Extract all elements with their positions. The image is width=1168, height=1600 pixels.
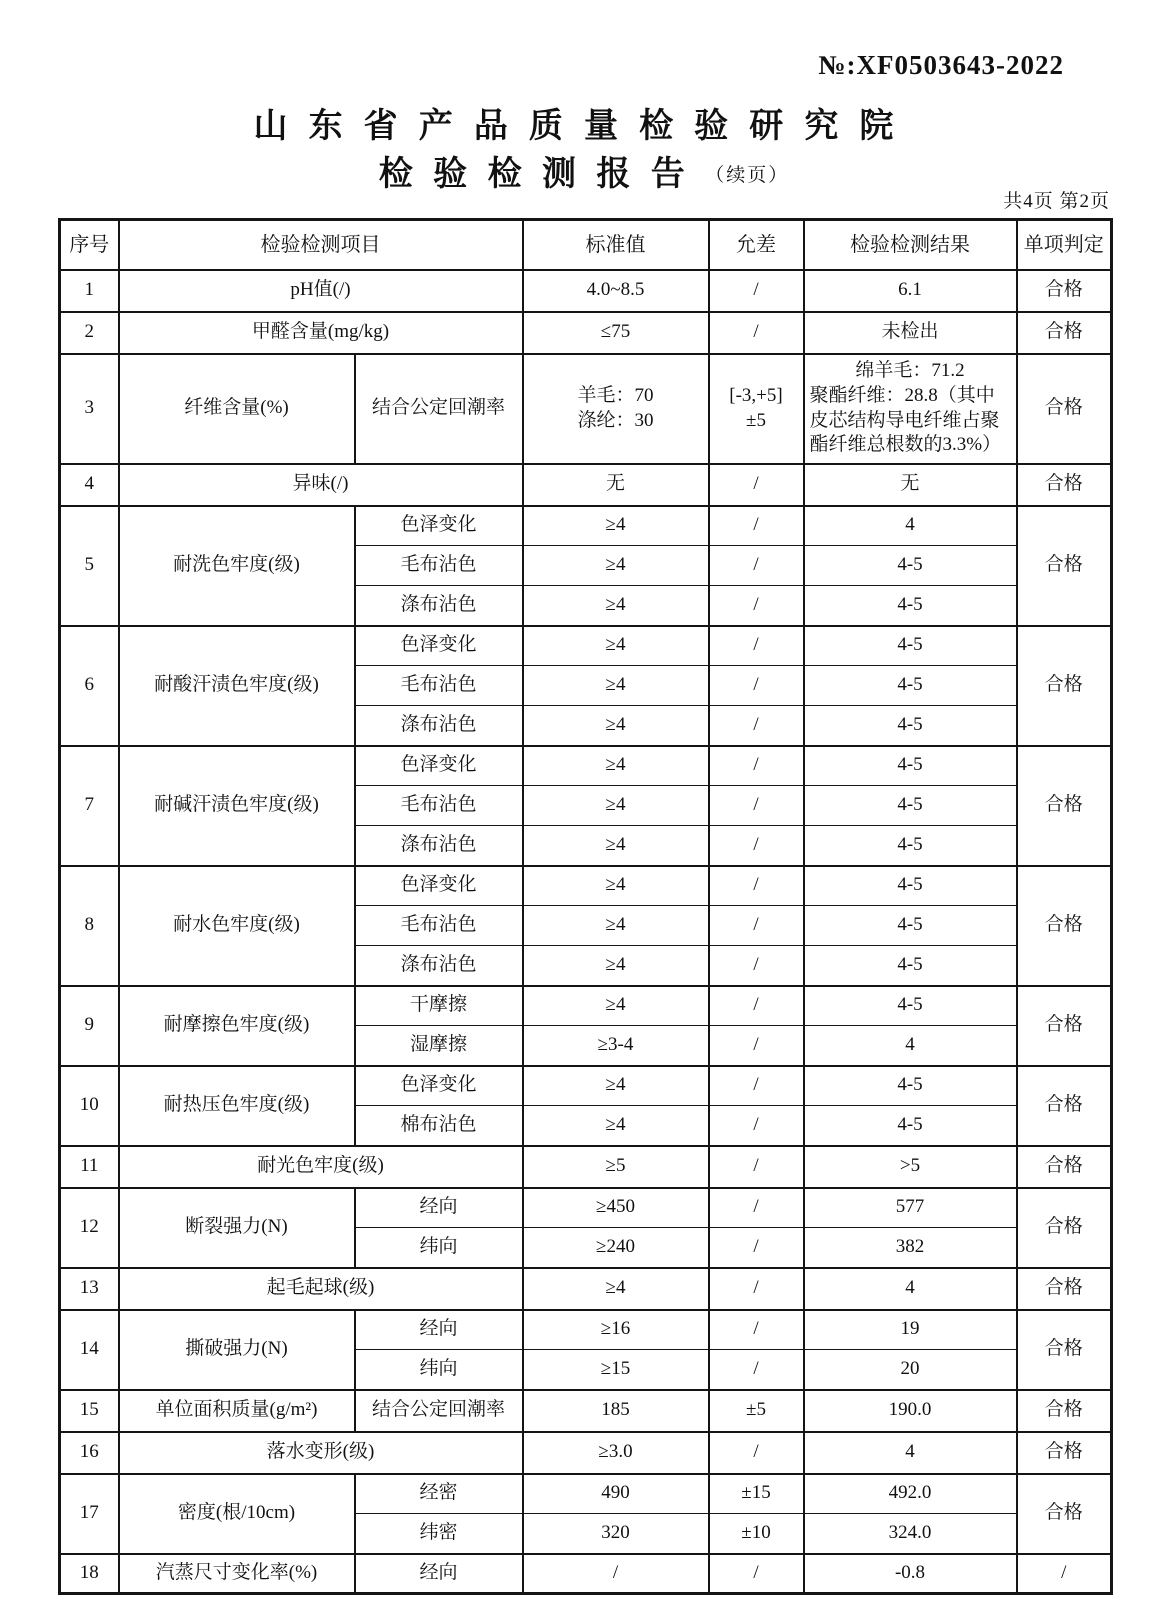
sub-item-cell: 结合公定回潮率 (355, 354, 523, 464)
standard-cell: ≥3-4 (523, 1026, 709, 1066)
result-cell (804, 354, 1017, 464)
standard-cell: ≥16 (523, 1310, 709, 1350)
sub-item-cell: 经向 (355, 1554, 523, 1594)
result-line: 聚酯纤维：28.8（其中皮芯结构导电纤维占聚酯纤维总根数的3.3%） (809, 384, 1002, 456)
row-2 (60, 312, 1112, 354)
result-cell: 4-5 (804, 826, 1017, 866)
sub-item-cell: 经密 (355, 1474, 523, 1514)
seq-cell: 3 (60, 354, 119, 464)
tolerance-cell: / (709, 986, 804, 1026)
sub-item-cell: 毛布沾色 (355, 906, 523, 946)
result-cell: -0.8 (804, 1554, 1017, 1594)
judgment-cell: 合格 (1017, 506, 1112, 626)
standard-cell: 无 (523, 464, 709, 506)
judgment-cell: 合格 (1017, 270, 1112, 312)
report-title: 检验检测报告 (378, 156, 706, 193)
row-5 (60, 506, 1112, 546)
tolerance-cell: ±5 (709, 1390, 804, 1432)
seq-cell: 18 (60, 1554, 119, 1594)
result-cell: 4 (804, 1268, 1017, 1310)
tolerance-cell: / (709, 706, 804, 746)
standard-cell: ≥4 (523, 506, 709, 546)
tolerance-cell: ±10 (709, 1514, 804, 1554)
result-cell: 4 (804, 1432, 1017, 1474)
standard-cell: ≥3.0 (523, 1432, 709, 1474)
result-cell: 4-5 (804, 706, 1017, 746)
tolerance-cell: / (709, 1432, 804, 1474)
row-6 (60, 626, 1112, 666)
judgment-cell: 合格 (1017, 1390, 1112, 1432)
result-cell: 未检出 (804, 312, 1017, 354)
item-cell: 汽蒸尺寸变化率(%) (119, 1554, 355, 1594)
item-cell: 耐光色牢度(级) (119, 1146, 523, 1188)
row-4 (60, 464, 1112, 506)
tolerance-cell: / (709, 1146, 804, 1188)
row-16 (60, 1432, 1112, 1474)
header-row (60, 220, 1112, 270)
col-header-standard: 标准值 (523, 220, 709, 270)
seq-cell: 10 (60, 1066, 119, 1146)
sub-item-cell: 纬向 (355, 1350, 523, 1390)
judgment-cell: 合格 (1017, 1188, 1112, 1268)
sub-item-cell: 干摩擦 (355, 986, 523, 1026)
row-8 (60, 866, 1112, 906)
result-cell: 492.0 (804, 1474, 1017, 1514)
judgment-cell: 合格 (1017, 1066, 1112, 1146)
col-header-result: 检验检测结果 (804, 220, 1017, 270)
sub-item-cell: 色泽变化 (355, 866, 523, 906)
item-cell: 纤维含量(%) (119, 354, 355, 464)
tolerance-cell: / (709, 1228, 804, 1268)
item-cell: 耐水色牢度(级) (119, 866, 355, 986)
standard-cell (523, 354, 709, 464)
tolerance-cell: / (709, 506, 804, 546)
standard-cell: 490 (523, 1474, 709, 1514)
result-cell: 4-5 (804, 746, 1017, 786)
seq-cell: 2 (60, 312, 119, 354)
standard-cell: ≥4 (523, 946, 709, 986)
standard-cell: ≥4 (523, 906, 709, 946)
result-cell: 20 (804, 1350, 1017, 1390)
seq-cell: 1 (60, 270, 119, 312)
judgment-cell: 合格 (1017, 1268, 1112, 1310)
judgment-cell: 合格 (1017, 746, 1112, 866)
tolerance-cell: / (709, 1268, 804, 1310)
standard-cell: ≥240 (523, 1228, 709, 1268)
judgment-cell: 合格 (1017, 1146, 1112, 1188)
standard-line: 羊毛：70 (577, 384, 654, 406)
row-18 (60, 1554, 1112, 1594)
seq-cell: 15 (60, 1390, 119, 1432)
row-3 (60, 354, 1112, 464)
col-header-seq: 序号 (60, 220, 119, 270)
standard-cell: ≥5 (523, 1146, 709, 1188)
tolerance-cell: / (709, 786, 804, 826)
row-1 (60, 270, 1112, 312)
seq-cell: 16 (60, 1432, 119, 1474)
item-cell: 撕破强力(N) (119, 1310, 355, 1390)
tolerance-cell: / (709, 626, 804, 666)
judgment-cell: 合格 (1017, 354, 1112, 464)
tolerance-line: [-3,+5] (729, 384, 783, 406)
sub-item-cell: 色泽变化 (355, 506, 523, 546)
row-14 (60, 1310, 1112, 1350)
sub-item-cell: 棉布沾色 (355, 1106, 523, 1146)
tolerance-cell: / (709, 866, 804, 906)
standard-cell: ≥4 (523, 706, 709, 746)
result-cell: 4-5 (804, 866, 1017, 906)
result-cell: 4-5 (804, 1106, 1017, 1146)
tolerance-cell: / (709, 1066, 804, 1106)
result-line: 绵羊毛：71.2 (855, 360, 965, 382)
standard-cell: ≥4 (523, 866, 709, 906)
tolerance-cell: / (709, 1310, 804, 1350)
tolerance-cell: / (709, 946, 804, 986)
sub-item-cell: 涤布沾色 (355, 826, 523, 866)
standard-cell: 320 (523, 1514, 709, 1554)
seq-cell: 5 (60, 506, 119, 626)
tolerance-cell: / (709, 1106, 804, 1146)
item-cell: 断裂强力(N) (119, 1188, 355, 1268)
sub-item-cell: 经向 (355, 1310, 523, 1350)
item-cell: 起毛起球(级) (119, 1268, 523, 1310)
row-17 (60, 1474, 1112, 1514)
result-cell: 无 (804, 464, 1017, 506)
result-cell: 4-5 (804, 786, 1017, 826)
sub-item-cell: 涤布沾色 (355, 946, 523, 986)
standard-cell: ≤75 (523, 312, 709, 354)
row-12 (60, 1188, 1112, 1228)
judgment-cell: 合格 (1017, 312, 1112, 354)
row-7 (60, 746, 1112, 786)
item-cell: 密度(根/10cm) (119, 1474, 355, 1554)
tolerance-cell: / (709, 826, 804, 866)
result-cell: 6.1 (804, 270, 1017, 312)
standard-cell: 185 (523, 1390, 709, 1432)
judgment-cell: 合格 (1017, 1432, 1112, 1474)
result-cell: 4 (804, 506, 1017, 546)
sub-item-cell: 涤布沾色 (355, 586, 523, 626)
judgment-cell: 合格 (1017, 626, 1112, 746)
seq-cell: 6 (60, 626, 119, 746)
col-header-tolerance: 允差 (709, 220, 804, 270)
result-cell: 4-5 (804, 666, 1017, 706)
col-header-judgment: 单项判定 (1017, 220, 1112, 270)
result-cell: 577 (804, 1188, 1017, 1228)
item-cell: 耐酸汗渍色牢度(级) (119, 626, 355, 746)
result-cell: 382 (804, 1228, 1017, 1268)
tolerance-cell: / (709, 546, 804, 586)
sub-item-cell: 毛布沾色 (355, 786, 523, 826)
standard-cell: ≥4 (523, 786, 709, 826)
seq-cell: 17 (60, 1474, 119, 1554)
judgment-cell: 合格 (1017, 1474, 1112, 1554)
org-title: 山东省产品质量检验研究院 (253, 108, 915, 145)
report-number: №:XF0503643-2022 (818, 50, 1064, 80)
tolerance-cell: / (709, 464, 804, 506)
standard-cell: ≥4 (523, 746, 709, 786)
tolerance-cell: / (709, 666, 804, 706)
sub-item-cell: 毛布沾色 (355, 546, 523, 586)
standard-cell: ≥4 (523, 1106, 709, 1146)
row-13 (60, 1268, 1112, 1310)
row-9 (60, 986, 1112, 1026)
result-cell: 190.0 (804, 1390, 1017, 1432)
report-title-note: （续页） (705, 165, 790, 186)
judgment-cell: 合格 (1017, 464, 1112, 506)
standard-cell: 4.0~8.5 (523, 270, 709, 312)
standard-cell: ≥15 (523, 1350, 709, 1390)
sub-item-cell: 涤布沾色 (355, 706, 523, 746)
standard-cell: / (523, 1554, 709, 1594)
seq-cell: 14 (60, 1310, 119, 1390)
sub-item-cell: 纬密 (355, 1514, 523, 1554)
standard-cell: ≥4 (523, 546, 709, 586)
sub-item-cell: 湿摩擦 (355, 1026, 523, 1066)
tolerance-cell: / (709, 586, 804, 626)
tolerance-cell: / (709, 1350, 804, 1390)
tolerance-cell: / (709, 1188, 804, 1228)
result-cell: 4-5 (804, 946, 1017, 986)
sub-item-cell: 色泽变化 (355, 626, 523, 666)
sub-item-cell: 色泽变化 (355, 1066, 523, 1106)
page-indicator: 共4页 第2页 (1003, 191, 1110, 212)
tolerance-cell: / (709, 1026, 804, 1066)
standard-cell: ≥4 (523, 1066, 709, 1106)
result-cell: 4-5 (804, 986, 1017, 1026)
seq-cell: 4 (60, 464, 119, 506)
seq-cell: 9 (60, 986, 119, 1066)
judgment-cell: 合格 (1017, 1310, 1112, 1390)
standard-cell: ≥4 (523, 826, 709, 866)
result-cell: 4-5 (804, 546, 1017, 586)
item-cell: 耐洗色牢度(级) (119, 506, 355, 626)
standard-cell: ≥4 (523, 586, 709, 626)
result-cell: 4-5 (804, 1066, 1017, 1106)
item-cell: 异味(/) (119, 464, 523, 506)
item-cell: 耐摩擦色牢度(级) (119, 986, 355, 1066)
row-11 (60, 1146, 1112, 1188)
judgment-cell: / (1017, 1554, 1112, 1594)
standard-cell: ≥450 (523, 1188, 709, 1228)
row-15 (60, 1390, 1112, 1432)
seq-cell: 7 (60, 746, 119, 866)
item-cell: 耐碱汗渍色牢度(级) (119, 746, 355, 866)
result-cell: >5 (804, 1146, 1017, 1188)
tolerance-cell (709, 354, 804, 464)
sub-item-cell: 毛布沾色 (355, 666, 523, 706)
sub-item-cell: 经向 (355, 1188, 523, 1228)
tolerance-line: ±5 (746, 409, 766, 431)
report-table (58, 218, 1113, 1595)
result-cell: 4-5 (804, 626, 1017, 666)
tolerance-cell: / (709, 906, 804, 946)
result-cell: 324.0 (804, 1514, 1017, 1554)
tolerance-cell: / (709, 1554, 804, 1594)
seq-cell: 12 (60, 1188, 119, 1268)
standard-cell: ≥4 (523, 666, 709, 706)
item-cell: 甲醛含量(mg/kg) (119, 312, 523, 354)
item-cell: pH值(/) (119, 270, 523, 312)
tolerance-cell: / (709, 312, 804, 354)
tolerance-cell: / (709, 270, 804, 312)
sub-item-cell: 结合公定回潮率 (355, 1390, 523, 1432)
sub-item-cell: 纬向 (355, 1228, 523, 1268)
item-cell: 落水变形(级) (119, 1432, 523, 1474)
item-cell: 单位面积质量(g/m²) (119, 1390, 355, 1432)
judgment-cell: 合格 (1017, 866, 1112, 986)
standard-cell: ≥4 (523, 986, 709, 1026)
judgment-cell: 合格 (1017, 986, 1112, 1066)
col-header-item: 检验检测项目 (119, 220, 523, 270)
report-title-row (0, 146, 1168, 195)
seq-cell: 13 (60, 1268, 119, 1310)
standard-line: 涤纶：30 (577, 409, 654, 431)
sub-item-cell: 色泽变化 (355, 746, 523, 786)
result-cell: 4-5 (804, 586, 1017, 626)
item-cell: 耐热压色牢度(级) (119, 1066, 355, 1146)
standard-cell: ≥4 (523, 626, 709, 666)
result-cell: 4 (804, 1026, 1017, 1066)
row-10 (60, 1066, 1112, 1106)
result-cell: 19 (804, 1310, 1017, 1350)
tolerance-cell: ±15 (709, 1474, 804, 1514)
seq-cell: 8 (60, 866, 119, 986)
tolerance-cell: / (709, 746, 804, 786)
result-cell: 4-5 (804, 906, 1017, 946)
standard-cell: ≥4 (523, 1268, 709, 1310)
seq-cell: 11 (60, 1146, 119, 1188)
